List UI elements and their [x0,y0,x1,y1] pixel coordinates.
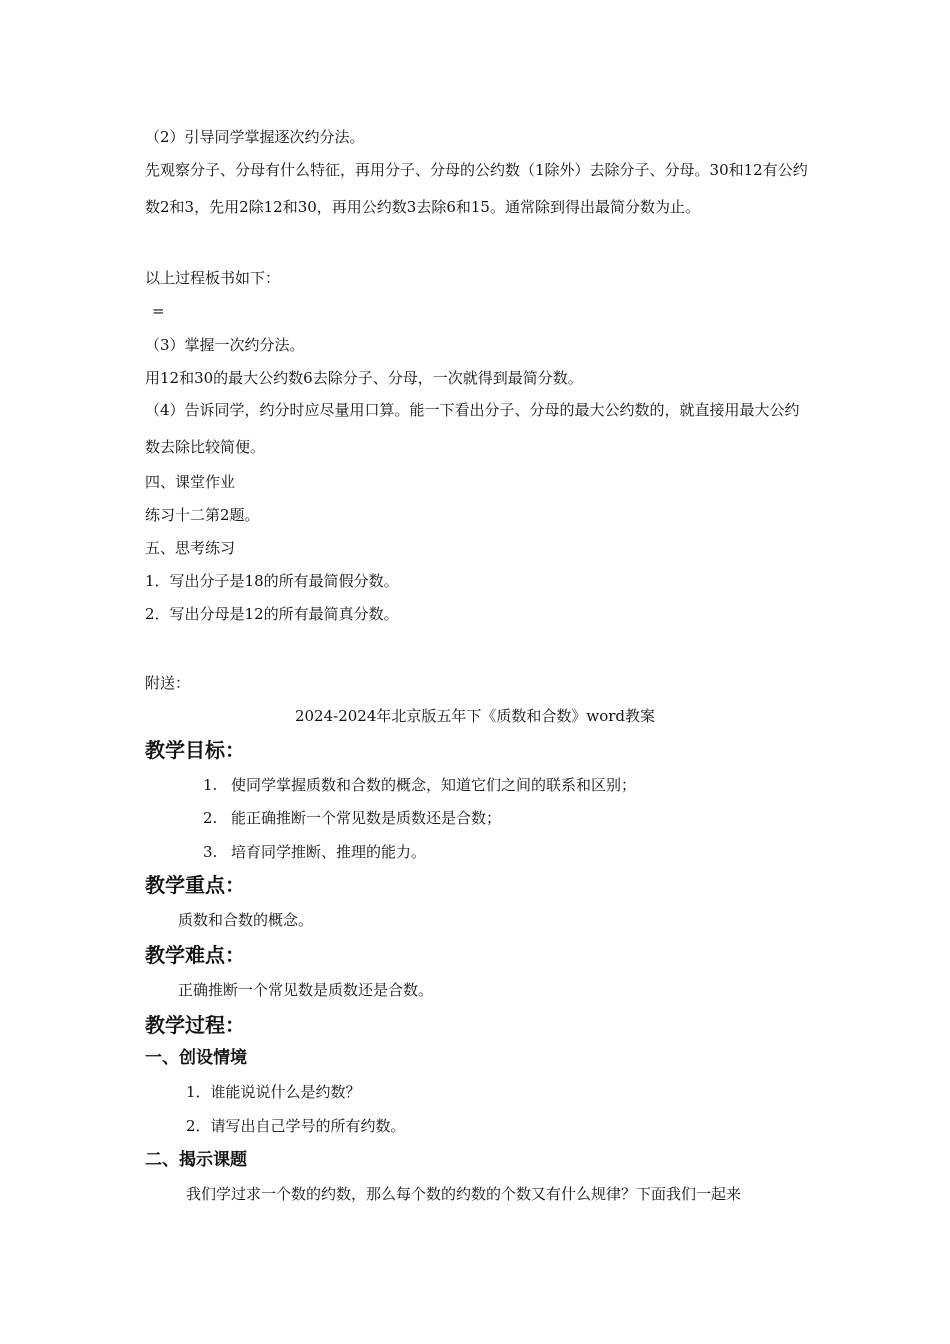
goal-number: 2. [203,809,218,827]
part2-text: 我们学过求一个数的约数，那么每个数的约数的个数又有什么规律？下面我们一起来 [186,1185,742,1203]
step4-body: （4）告诉同学，约分时应尽量用口算。能一下看出分子、分母的最大公约数的，就直接用最大公约数去除比较简便。 [145,401,800,456]
goal-number: 3. [203,843,218,861]
board-equation: = [152,302,165,320]
key-heading: 教学重点： [145,873,245,897]
process-heading: 教学过程： [145,1013,245,1037]
key-text: 质数和合数的概念。 [178,911,314,929]
goal-item [203,808,501,828]
appendix-label: 附送： [145,674,191,692]
difficulty-heading: 教学难点： [145,943,245,967]
goal-item [203,775,636,795]
step3-title: （3）掌握一次约分法。 [145,336,305,354]
board-intro: 以上过程板书如下： [145,269,281,287]
part2-heading: 二、揭示课题 [145,1150,247,1170]
step2-title: （2）引导同学掌握逐次约分法。 [145,128,365,146]
exercise-1: 1．写出分子是18的所有最简假分数。 [145,572,399,590]
list-item: 2．请写出自己学号的所有约数。 [186,1117,406,1135]
goal-text: 能正确推断一个常见数是质数还是合数； [231,809,502,827]
step2-body: 先观察分子、分母有什么特征，再用分子、分母的公约数（1除外）去除分子、分母。30和12有公约数2和3，先用2除12和30，再用公约数3去除6和15。通常除到得出最简分数为止。 [145,161,808,216]
list-item: 1．谁能说说什么是约数？ [186,1083,361,1101]
goals-heading: 教学目标： [145,738,245,762]
document-title: 2024-2024年北京版五年下《质数和合数》word教案 [294,707,656,725]
part1-heading: 一、创设情境 [145,1048,247,1068]
goal-number: 1. [203,776,218,794]
exercise-2: 2．写出分母是12的所有最简真分数。 [145,605,399,623]
step3-body: 用12和30的最大公约数6去除分子、分母，一次就得到最简分数。 [145,369,583,387]
goal-text: 培育同学推断、推理的能力。 [231,843,427,861]
goal-text: 使同学掌握质数和合数的概念，知道它们之间的联系和区别； [231,776,637,794]
section4-title: 四、课堂作业 [145,473,236,491]
section5-title: 五、思考练习 [145,539,236,557]
difficulty-text: 正确推断一个常见数是质数还是合数。 [178,981,434,999]
section4-body: 练习十二第2题。 [145,506,260,524]
goal-item [203,842,426,862]
